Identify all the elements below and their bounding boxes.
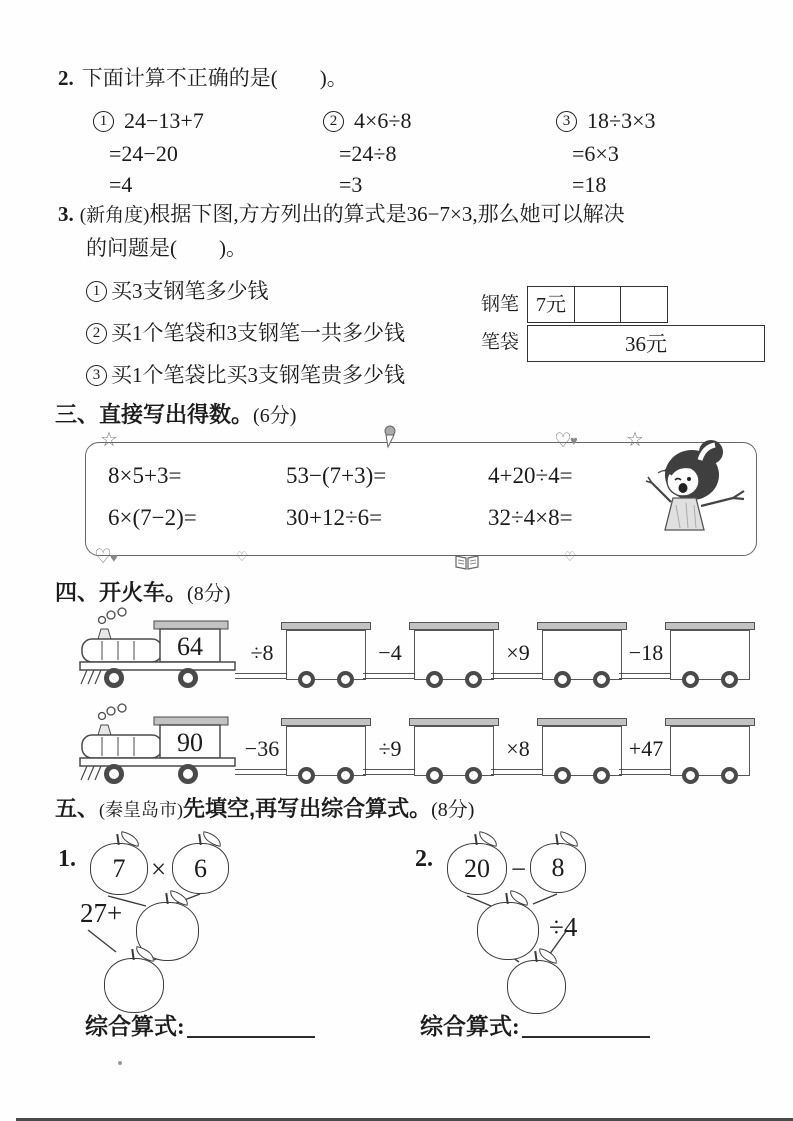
train-car — [670, 714, 750, 784]
section-number: 四、 — [55, 580, 100, 605]
bag-bar-value: 36元 — [527, 325, 765, 362]
train-coupler — [238, 618, 286, 688]
option-marker-icon: 3 — [86, 365, 107, 386]
car-wheel — [554, 671, 571, 688]
car-answer-box — [542, 726, 622, 776]
answer-label: 综合算式: — [420, 1014, 520, 1039]
train-start-number: 90 — [177, 727, 203, 757]
answer-line-2 — [420, 1008, 650, 1041]
expression: 24−13+7 — [124, 108, 204, 133]
problem-row-1 — [108, 463, 653, 489]
apple-result-blank — [507, 960, 566, 1014]
car-roof — [665, 718, 755, 726]
heart-icon: ♡ — [236, 549, 248, 564]
train-row-1 — [78, 612, 750, 688]
question-text-line2: 的问题是( )。 — [86, 236, 247, 260]
car-wheel — [593, 767, 610, 784]
section-score: (6分) — [253, 405, 297, 427]
apple-value-a — [90, 843, 148, 895]
question-tag: (新角度) — [79, 205, 150, 226]
heart-icon: ♡ — [94, 546, 112, 568]
train-start-number: 64 — [177, 631, 203, 661]
car-roof — [409, 622, 499, 630]
problem-row-2 — [108, 505, 653, 531]
apple-number: 6 — [194, 853, 207, 883]
ice-cream-icon — [381, 425, 397, 449]
car-wheel — [554, 767, 571, 784]
section-title: 直接写出得数。 — [99, 402, 254, 427]
apple-diagram-2 — [415, 836, 725, 1016]
apple-side-operand: ÷4 — [549, 912, 578, 942]
train-coupler — [238, 714, 286, 784]
answer-blank — [187, 1016, 315, 1038]
car-wheel — [721, 671, 738, 688]
heart-icon: ♡ — [554, 430, 572, 452]
q2-option-3 — [556, 108, 736, 200]
train-operator: −18 — [628, 640, 664, 665]
expression-result: =3 — [339, 172, 363, 197]
car-wheel — [426, 671, 443, 688]
expression-result: =4 — [109, 172, 133, 197]
train-operator: ÷9 — [378, 736, 402, 761]
train-car — [542, 618, 622, 688]
car-wheel — [682, 767, 699, 784]
apple-value-b — [530, 843, 586, 893]
train-car — [414, 618, 494, 688]
car-wheel — [337, 671, 354, 688]
apple-number: 8 — [551, 853, 565, 882]
car-wheel — [298, 671, 315, 688]
section-score: (8分) — [431, 799, 475, 821]
train-car — [542, 714, 622, 784]
car-wheel — [465, 767, 482, 784]
car-answer-box — [286, 630, 366, 680]
expression-step: =6×3 — [572, 141, 619, 166]
question-number: 2. — [58, 66, 74, 90]
train-car — [414, 714, 494, 784]
q2-option-2 — [323, 108, 556, 200]
bag-label: 笔袋 — [481, 331, 520, 353]
question-text: 根据下图,方方列出的算式是36−7×3,那么她可以解决 — [149, 202, 625, 226]
train-coupler — [494, 714, 542, 784]
car-wheel — [465, 671, 482, 688]
car-wheel — [682, 671, 699, 688]
question-text: 下面计算不正确的是( )。 — [81, 66, 348, 90]
section-number: 三、 — [55, 402, 100, 427]
option-text: 买1个笔袋比买3支钢笔贵多少钱 — [111, 363, 405, 387]
car-roof — [537, 718, 627, 726]
train-coupler — [366, 714, 414, 784]
train-coupler — [366, 618, 414, 688]
answer-blank — [522, 1016, 650, 1038]
car-roof — [409, 718, 499, 726]
question-3 — [58, 198, 773, 396]
section-title: 开火车。 — [99, 580, 188, 605]
car-roof — [281, 622, 371, 630]
train-operator: ÷8 — [250, 640, 274, 665]
apple-number: 20 — [464, 854, 490, 883]
book-icon — [454, 553, 480, 571]
bar-diagram — [481, 286, 765, 362]
math-problem: 32÷4×8= — [488, 505, 573, 530]
pen-cell-empty — [574, 286, 622, 323]
car-roof — [537, 622, 627, 630]
apple-result-blank — [104, 958, 164, 1013]
bag-bar-row — [481, 323, 765, 362]
math-problem: 30+12÷6= — [286, 505, 383, 530]
apple-diagram-1 — [58, 836, 368, 1016]
train-operator: +47 — [628, 736, 664, 761]
heart-icon: ♡ — [564, 549, 576, 564]
section-4-header — [55, 576, 230, 607]
option-text: 买3支钢笔多少钱 — [111, 279, 269, 303]
option-marker-icon: 3 — [556, 111, 577, 132]
train-operator: ×9 — [506, 640, 530, 665]
car-answer-box — [670, 630, 750, 680]
heart-icon: ♥ — [110, 550, 118, 565]
apple-intermediate-blank — [477, 902, 539, 960]
girl-illustration — [630, 435, 762, 539]
pen-label: 钢笔 — [481, 293, 520, 315]
apple-operator: × — [151, 854, 167, 884]
star-icon: ☆ — [100, 429, 118, 451]
question-2 — [58, 62, 768, 200]
section-number: 五、 — [55, 796, 100, 821]
car-wheel — [721, 767, 738, 784]
car-roof — [665, 622, 755, 630]
expression: 18÷3×3 — [587, 108, 656, 133]
apple-operator: − — [511, 854, 527, 884]
question-number: 3. — [58, 202, 74, 226]
section-score: (8分) — [187, 583, 231, 605]
pen-cell-empty — [620, 286, 668, 323]
train-car — [286, 618, 366, 688]
option-marker-icon: 1 — [93, 111, 114, 132]
diagram-number: 1. — [58, 846, 76, 872]
math-problem: 8×5+3= — [108, 463, 182, 488]
expression-step: =24÷8 — [339, 141, 397, 166]
expression-step: =24−20 — [109, 141, 178, 166]
train-row-2 — [78, 708, 750, 784]
oral-calc-box — [85, 429, 757, 568]
apple-value-a — [447, 843, 507, 895]
car-answer-box — [414, 726, 494, 776]
train-car — [670, 618, 750, 688]
car-wheel — [426, 767, 443, 784]
pen-cell-value: 7元 — [527, 286, 575, 323]
answer-line-1 — [85, 1008, 315, 1041]
locomotive-icon — [78, 612, 238, 688]
train-operator: −36 — [244, 736, 280, 761]
apple-side-operand: 27+ — [80, 898, 123, 928]
option-marker-icon: 1 — [86, 281, 107, 302]
section-title: 先填空,再写出综合算式。 — [183, 796, 432, 821]
car-answer-box — [670, 726, 750, 776]
car-wheel — [593, 671, 610, 688]
section-tag: (秦皇岛市) — [99, 800, 184, 820]
apple-number: 7 — [112, 854, 126, 883]
option-marker-icon: 2 — [86, 323, 107, 344]
math-problem: 6×(7−2)= — [108, 505, 197, 530]
scan-speckle — [118, 1061, 122, 1065]
car-wheel — [298, 767, 315, 784]
heart-icon: ♥ — [570, 433, 578, 448]
answer-label: 综合算式: — [85, 1014, 185, 1039]
car-answer-box — [286, 726, 366, 776]
locomotive-icon — [78, 708, 238, 784]
car-answer-box — [542, 630, 622, 680]
pen-bar-row — [481, 286, 765, 323]
star-icon: ☆ — [626, 429, 644, 451]
question-3-stem — [58, 198, 773, 232]
section-5-header — [55, 792, 474, 823]
car-answer-box — [414, 630, 494, 680]
car-roof — [281, 718, 371, 726]
train-coupler — [622, 618, 670, 688]
train-car — [286, 714, 366, 784]
apple-value-b — [172, 843, 229, 894]
train-operator: −4 — [378, 640, 402, 665]
q2-option-1 — [93, 108, 323, 200]
diagram-number: 2. — [415, 846, 433, 872]
math-problem: 53−(7+3)= — [286, 463, 387, 488]
expression: 4×6÷8 — [354, 108, 412, 133]
section-3-header — [55, 398, 296, 429]
train-coupler — [494, 618, 542, 688]
train-operator: ×8 — [506, 736, 530, 761]
question-2-options — [58, 108, 768, 200]
car-wheel — [337, 767, 354, 784]
option-marker-icon: 2 — [323, 111, 344, 132]
option-text: 买1个笔袋和3支钢笔一共多少钱 — [111, 321, 405, 345]
expression-result: =18 — [572, 172, 607, 197]
train-coupler — [622, 714, 670, 784]
question-2-stem — [58, 62, 768, 92]
math-problem: 4+20÷4= — [488, 463, 573, 488]
